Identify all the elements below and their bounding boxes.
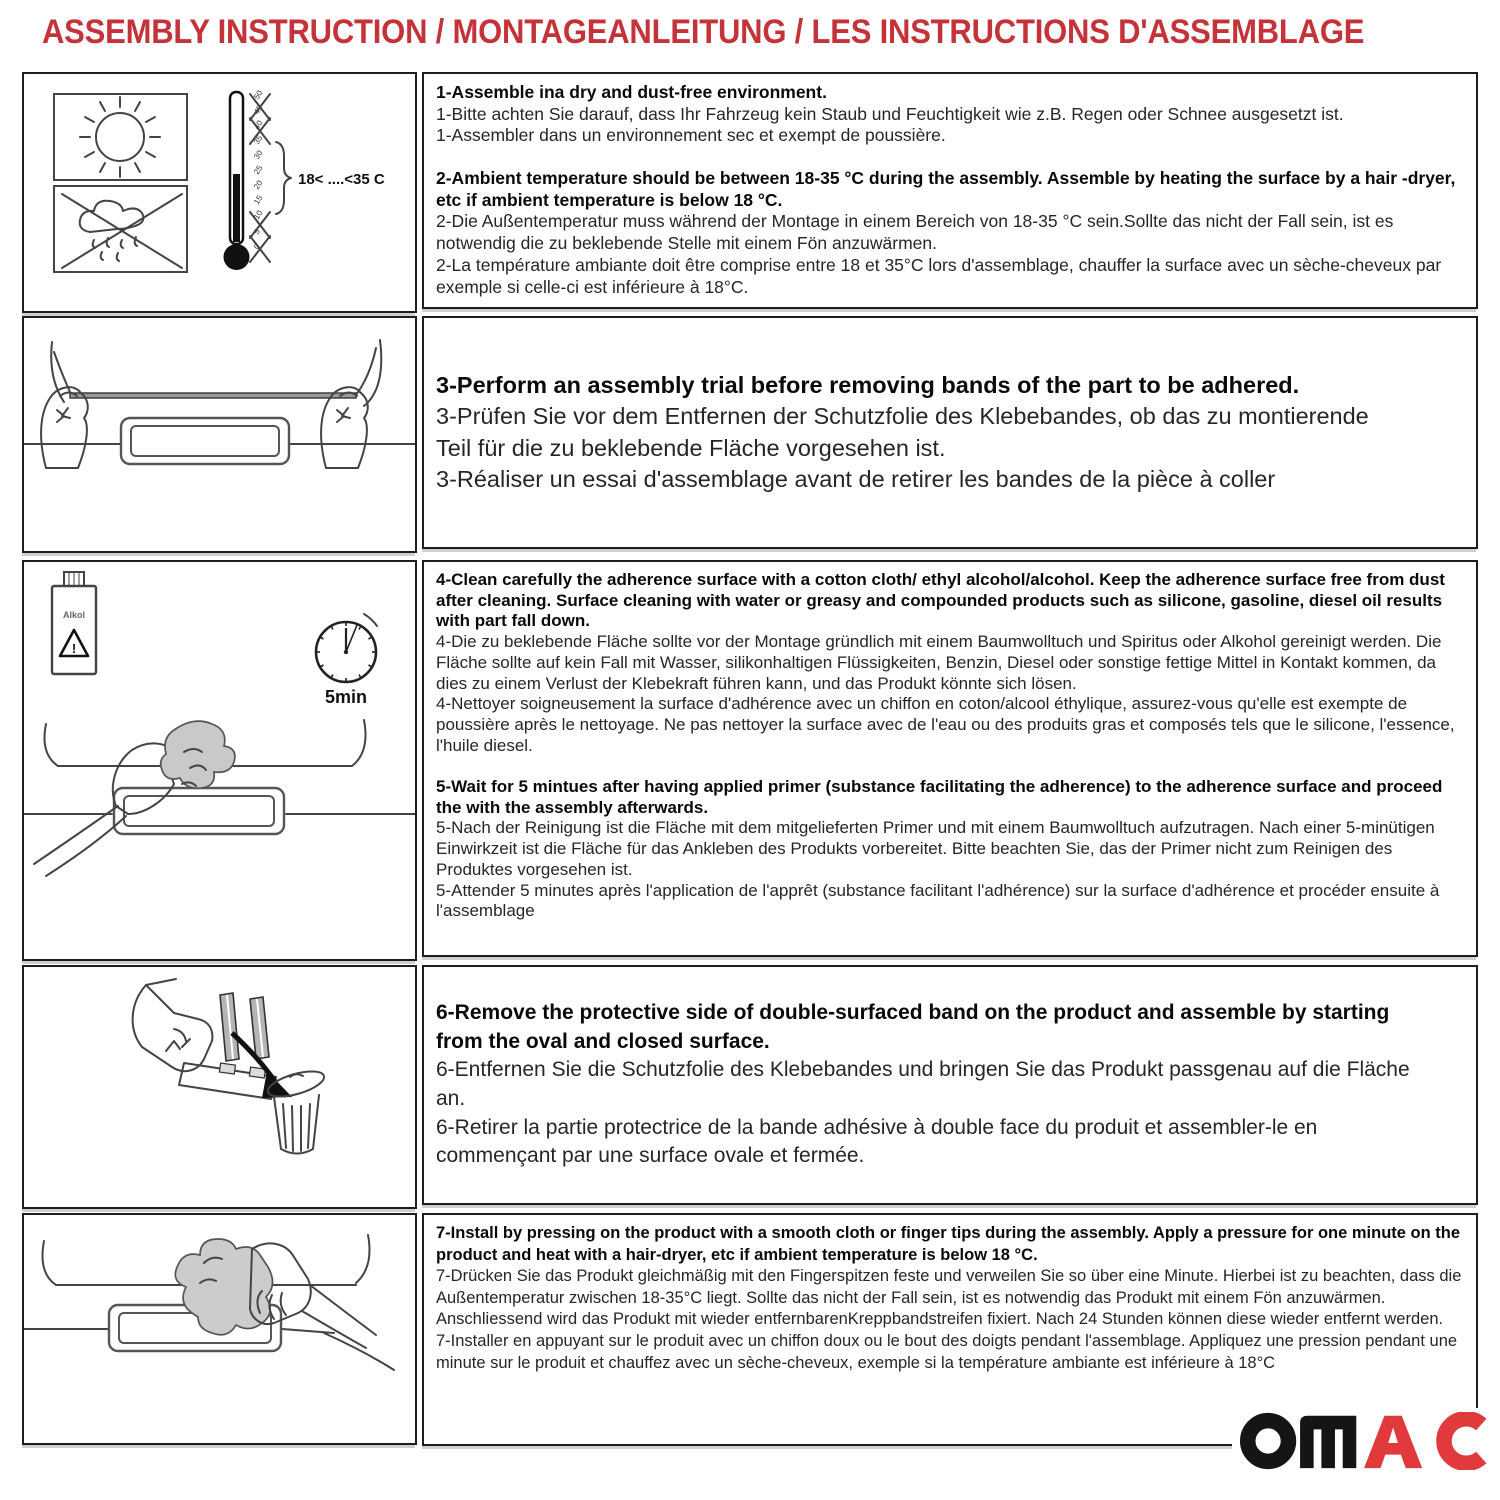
thermometer-tick: 25 xyxy=(252,163,265,177)
peel-band-svg xyxy=(24,967,415,1207)
cleaning-illustration-svg xyxy=(24,562,415,959)
clock-icon xyxy=(316,614,377,707)
section-1-text xyxy=(422,72,1478,309)
crossed-out-range-marks xyxy=(250,94,270,262)
paragraph-de: 4-Die zu beklebende Fläche sollte vor der Montage gründlich mit einem Baumwolltuch und Spiritus oder Alkohol gereinigt werden. Die Fläche sollte auf kein Fall mit Wasser, silikonhaltigen Flüssigkeiten, Benzin, Diesel oder sonstige fettige Mittel in Kontakt kommen, da dies zu einem Verlust der Klebekraft führen kann, und das Produkt könnte sich lösen. xyxy=(436,632,1442,693)
thermometer-tick: 10 xyxy=(252,208,265,222)
paragraph-fr: 2-La température ambiante doit être comprise entre 18 et 35°C lors d'assemblage, chauffer la surface avec un sèche-cheveux par exemple si celle-ci est inférieure à 18°C. xyxy=(436,254,1442,297)
paragraph-de: 3-Prüfen Sie vor dem Entfernen der Schutzfolie des Klebebandes, ob das zu montierende Teil für die zu beklebende Fläche vorgesehen ist. xyxy=(436,403,1369,461)
paragraph-de: 2-Die Außentemperatur muss während der Montage in einem Bereich von 18-35 °C sein.Sollte das nicht der Fall sein, ist es notwendig die zu beklebende Stelle mit einem Fön anzuwärmen. xyxy=(436,211,1394,254)
clock-duration-label: 5min xyxy=(324,687,368,707)
hands-holding-band-svg xyxy=(24,318,415,551)
thermometer-tick: 50 xyxy=(252,88,265,102)
thermometer-tick: 40 xyxy=(252,118,265,132)
thermometer-tick: 5 xyxy=(252,227,263,237)
brace-shape xyxy=(276,142,291,214)
environment-illustration-svg xyxy=(24,74,415,311)
paragraph-fr: 1-Assembler dans un environnement sec et exempt de poussière. xyxy=(436,125,946,146)
no-rain-icon xyxy=(54,186,187,272)
thermometer-tick: 20 xyxy=(252,178,265,192)
section-3-text xyxy=(422,560,1478,957)
thermometer-icon xyxy=(224,88,385,270)
paragraph-en: 3-Perform an assembly trial before removing bands of the part to be adhered. xyxy=(436,372,1300,399)
peeling-hand-icon xyxy=(133,979,213,1071)
cloth-icon xyxy=(161,721,235,788)
paragraph-fr: 3-Réaliser un essai d'assemblage avant de retirer les bandes de la pièce à coller xyxy=(436,465,1276,492)
paragraph-de: 1-Bitte achten Sie darauf, dass Ihr Fahrzeug kein Staub und Feuchtigkeit wie z.B. Regen oder Schnee ausgesetzt ist. xyxy=(436,103,1344,124)
warning-mark: ! xyxy=(71,641,77,656)
logo-letter-m xyxy=(1300,1416,1356,1468)
paragraph-de: 7-Drücken Sie das Produkt gleichmäßig mit den Fingerspitzen feste und verweilen Sie so über eine Minute. Hierbei ist zu beachten, dass die Außentemperatur zwischen 18-35°C liegt. Sollte das nicht der Fall sein, ist es notwendig das Produkt mit einem Fön anzuwärmen. Anschliessend wird das Produkt mit wieder entfernbarenKreppbandstreifen fixiert. Nach 24 Stunden können diese wieder entfernt werden. xyxy=(436,1267,1462,1329)
paragraph-fr: 4-Nettoyer soigneusement la surface d'adhérence avec un chiffon en coton/alcool éthylique, assurez-vous qu'elle est exempte de poussière après le nettoyage. Ne pas nettoyer la surface avec de l'eau ou des produits gras et composés tels que le silicone, l'essence, l'huile diesel. xyxy=(436,694,1455,755)
thermometer-tick: 15 xyxy=(252,193,265,207)
paragraph-en: 4-Clean carefully the adherence surface with a cotton cloth/ ethyl alcohol/alcohol. Keep the adherence surface free from dust after cleaning. Surface cleaning with water or greasy and compounded products such as silicone, gasoline, diesel oil results with part fall down. xyxy=(436,570,1445,631)
press-install-illustration xyxy=(22,1213,417,1445)
section-2-text xyxy=(422,316,1478,549)
page-title: ASSEMBLY INSTRUCTION / MONTAGEANLEITUNG / LES INSTRUCTIONS D'ASSEMBLAGE xyxy=(42,12,1365,51)
left-hand-icon xyxy=(41,387,88,468)
pressing-hand-svg xyxy=(24,1215,415,1443)
alcohol-bottle-icon xyxy=(52,572,96,674)
assembly-trial-illustration xyxy=(22,316,417,553)
logo-letter-c xyxy=(1444,1419,1481,1464)
paragraph-fr: 6-Retirer la partie protectrice de la bande adhésive à double face du produit et assembler-le en commençant par une surface ovale et fermée. xyxy=(436,1115,1318,1168)
right-hand-icon xyxy=(321,387,368,468)
section-4-text xyxy=(422,965,1478,1205)
paragraph-en: 2-Ambient temperature should be between 18-35 °C during the assembly. Assemble by heating the surface by a hair -dryer, etc if ambient temperature is below 18 °C. xyxy=(436,168,1456,210)
omac-logo xyxy=(1232,1408,1498,1474)
clean-surface-illustration xyxy=(22,560,417,961)
logo-letter-a xyxy=(1364,1416,1422,1468)
paragraph-en: 6-Remove the protective side of double-surfaced band on the product and assemble by starting from the oval and closed surface. xyxy=(436,1001,1390,1053)
paragraph-en: 7-Install by pressing on the product with a smooth cloth or finger tips during the assembly. Apply a pressure for one minute on the product and heat with a hair-dryer, etc if ambient temperature is below 18 °C. xyxy=(436,1224,1461,1264)
paragraph-en: 1-Assemble ina dry and dust-free environment. xyxy=(436,82,827,102)
paragraph-fr: 5-Attender 5 minutes après l'application de l'apprêt (substance facilitant l'adhérence) sur la surface d'adhérence et procéder ensuite à l'assemblage xyxy=(436,880,1440,921)
trim-band xyxy=(54,348,376,398)
alcohol-bottle-label: Alkol xyxy=(62,610,86,620)
paragraph-de: 6-Entfernen Sie die Schutzfolie des Klebebandes und bringen Sie das Produkt passgenau auf die Fläche an. xyxy=(436,1058,1410,1110)
logo-letter-o xyxy=(1248,1421,1289,1462)
thermometer-tick: 30 xyxy=(252,148,265,162)
thermometer-tick: 0 xyxy=(252,242,263,252)
thermometer-tick: 35 xyxy=(252,133,265,147)
omac-logo-svg xyxy=(1240,1412,1490,1470)
environment-illustration xyxy=(22,72,417,313)
thermometer-tick: 45 xyxy=(252,103,265,117)
paragraph-fr: 7-Installer en appuyant sur le produit avec un chiffon doux ou le bout des doigts pendant l'assemblage. Appliquez une pression pendant une minute sur le produit et chauffez avec un sèche-cheveux, exemple si la température ambiante est inférieure à 18°C xyxy=(436,1332,1458,1372)
paragraph-de: 5-Nach der Reinigung ist die Fläche mit dem mitgelieferten Primer und mit einem Baumwolltuch aufzutragen. Nach einer 5-minütigen Einwirkzeit ist die Fläche für das Ankleben des Produkts vorbereitet. Bitte beachten Sie, das der Primer nicht zum Reinigen des Produktes vorgesehen ist. xyxy=(436,818,1435,879)
paragraph-en: 5-Wait for 5 mintues after having applied primer (substance facilitating the adherence) to the adherence surface and proceed the with the assembly afterwards. xyxy=(436,777,1443,817)
protective-strips xyxy=(220,993,269,1061)
temperature-range-label: 18< ....<35 C xyxy=(298,171,385,188)
sun-icon xyxy=(54,94,187,180)
remove-band-illustration xyxy=(22,965,417,1209)
